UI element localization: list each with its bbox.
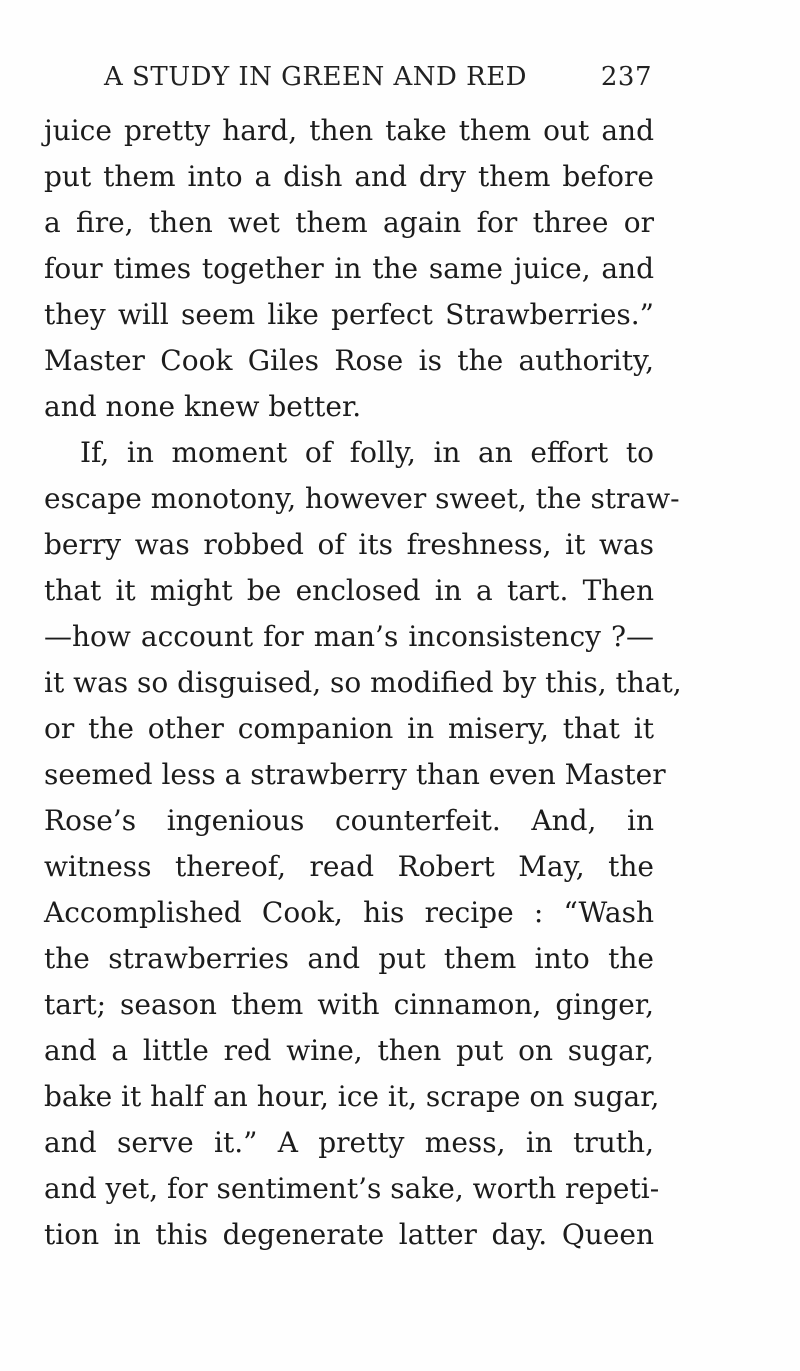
page-number: 237 xyxy=(600,62,652,92)
running-head xyxy=(104,62,652,94)
body-text xyxy=(44,108,682,1258)
text-line: the strawberries and put them into the xyxy=(44,942,654,975)
text-line: juice pretty hard, then take them out and xyxy=(44,114,654,147)
text-line: a fire, then wet them again for three or xyxy=(44,206,654,239)
text-line: four times together in the same juice, and xyxy=(44,252,654,285)
text-line: Accomplished Cook, his recipe : “Wash xyxy=(44,896,654,929)
text-line: witness thereof, read Robert May, the xyxy=(44,850,654,883)
text-line: —how account for man’s inconsistency ?— xyxy=(44,620,654,653)
text-line: berry was robbed of its freshness, it was xyxy=(44,528,654,561)
running-title: A STUDY IN GREEN AND RED xyxy=(104,62,528,92)
text-line: bake it half an hour, ice it, scrape on sugar, xyxy=(44,1080,660,1113)
text-line: Rose’s ingenious counterfeit. And, in xyxy=(44,804,654,837)
text-line: and serve it.” A pretty mess, in truth, xyxy=(44,1126,654,1159)
text-line: Master Cook Giles Rose is the authority, xyxy=(44,344,654,377)
text-line: and none knew better. xyxy=(44,390,362,423)
text-line: they will seem like perfect Strawberries.” xyxy=(44,298,654,331)
text-line: tion in this degenerate latter day. Queen xyxy=(44,1218,654,1251)
text-line: escape monotony, however sweet, the straw- xyxy=(44,482,680,515)
paragraph-first-line: If, in moment of folly, in an effort to xyxy=(80,436,654,469)
text-line: or the other companion in misery, that it xyxy=(44,712,654,745)
text-line: and yet, for sentiment’s sake, worth repeti- xyxy=(44,1172,660,1205)
text-line: put them into a dish and dry them before xyxy=(44,160,654,193)
text-line: seemed less a strawberry than even Master xyxy=(44,758,666,791)
text-line: and a little red wine, then put on sugar, xyxy=(44,1034,654,1067)
text-line: it was so disguised, so modified by this, that, xyxy=(44,666,682,699)
text-line: that it might be enclosed in a tart. Then xyxy=(44,574,654,607)
text-line: tart; season them with cinnamon, ginger, xyxy=(44,988,654,1021)
